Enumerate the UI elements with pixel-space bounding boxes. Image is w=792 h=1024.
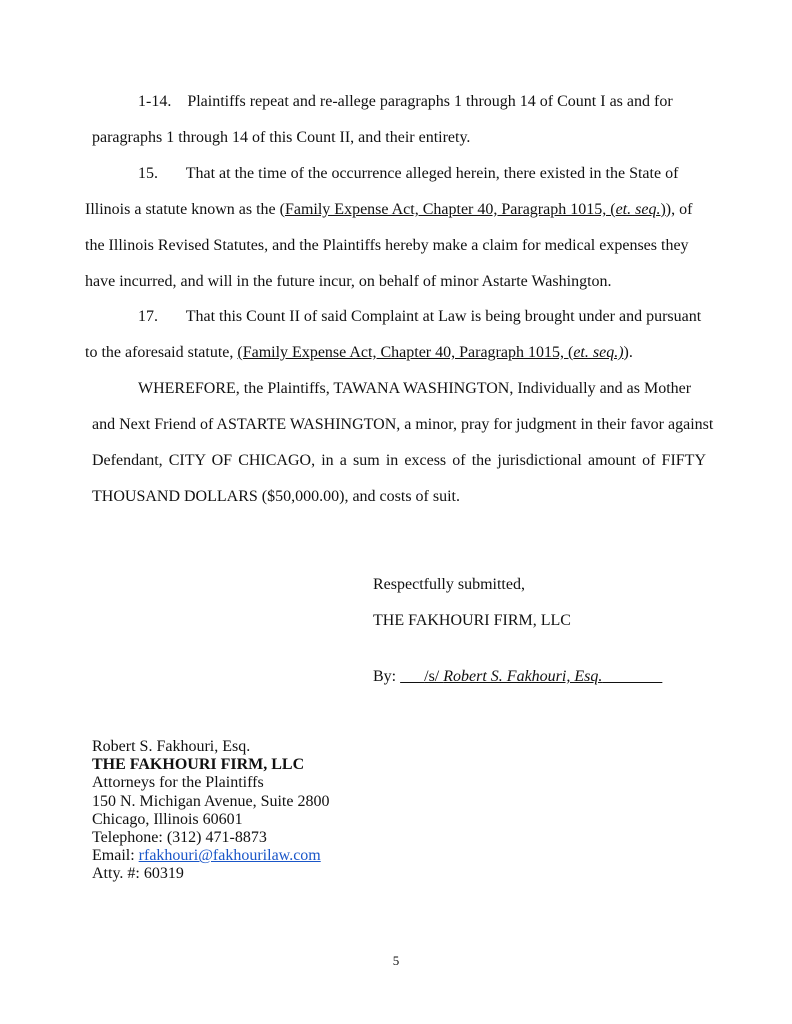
statute-name: (Family Expense Act, Chapter 40, Paragraph 1015, (	[237, 344, 574, 361]
statute-citation	[237, 344, 623, 361]
statute-close: )	[660, 201, 666, 218]
closing-text: Respectfully submitted,	[373, 576, 525, 593]
paragraph-number: 1-14.	[138, 93, 172, 110]
address-line-1: 150 N. Michigan Avenue, Suite 2800	[92, 792, 330, 810]
wherefore-line-2: and Next Friend of ASTARTE WASHINGTON, a minor, pray for judgment in their favor against	[92, 416, 714, 433]
paragraph-15-line-3: the Illinois Revised Statutes, and the Plaintiffs hereby make a claim for medical expenses they	[85, 237, 689, 254]
paragraph-text: to the aforesaid statute,	[85, 344, 238, 361]
signature-line	[373, 667, 662, 687]
wherefore-line-1: WHEREFORE, the Plaintiffs, TAWANA WASHINGTON, Individually and as Mother	[138, 380, 692, 397]
attorney-name: Robert S. Fakhouri, Esq.	[92, 738, 251, 755]
email-line	[92, 847, 329, 865]
page-number: 5	[392, 953, 400, 968]
telephone: Telephone: (312) 471-8873	[92, 829, 267, 847]
signature-firm-name: THE FAKHOURI FIRM, LLC	[373, 612, 571, 629]
paragraph-17-line-1	[138, 307, 701, 327]
paragraph-15-line-4: have incurred, and will in the future incur, on behalf of minor Astarte Washington.	[85, 273, 612, 290]
attorney-contact-block	[92, 738, 329, 884]
signature-name: Robert S. Fakhouri, Esq.	[443, 668, 603, 685]
paragraph-1-14-line-1	[138, 92, 673, 112]
paragraph-17-line-2	[85, 343, 633, 363]
by-label: By:	[373, 668, 397, 685]
email-link[interactable]: rfakhouri@fakhourilaw.com	[138, 847, 321, 865]
paragraph-text: Illinois a statute known as the (	[85, 201, 285, 218]
wherefore-line-3: Defendant, CITY OF CHICAGO, in a sum in excess of the jurisdictional amount of FIFTY	[92, 452, 706, 469]
email-label: Email:	[92, 847, 139, 865]
paragraph-15-line-1	[138, 164, 678, 184]
paragraph-15-line-2	[85, 200, 692, 220]
paragraph-1-14-line-2: paragraphs 1 through 14 of this Count II, and their entirety.	[92, 129, 471, 146]
wherefore-line-4: THOUSAND DOLLARS ($50,000.00), and costs of suit.	[92, 488, 460, 505]
paragraph-number: 17.	[138, 308, 158, 325]
signature-prefix: /s/	[424, 668, 444, 685]
paragraph-text: ).	[623, 344, 633, 361]
paragraph-text: That this Count II of said Complaint at Law is being brought under and pursuant	[185, 308, 702, 325]
paragraph-text: ), of	[665, 201, 693, 218]
et-seq: et. seq.	[615, 201, 661, 218]
address-line-2: Chicago, Illinois 60601	[92, 810, 243, 828]
attorney-role: Attorneys for the Plaintiffs	[92, 774, 264, 792]
signature-value	[400, 668, 662, 685]
paragraph-text: Plaintiffs repeat and re-allege paragraphs 1 through 14 of Count I as and for	[187, 93, 673, 110]
paragraph-number: 15.	[138, 165, 158, 182]
attorney-number: Atty. #: 60319	[92, 865, 184, 883]
firm-name: THE FAKHOURI FIRM, LLC	[92, 756, 305, 774]
statute-citation	[285, 201, 666, 218]
paragraph-text: That at the time of the occurrence alleged herein, there existed in the State of	[185, 165, 679, 182]
et-seq: et. seq.)	[573, 344, 624, 361]
statute-name: Family Expense Act, Chapter 40, Paragraph 1015, (	[284, 201, 616, 218]
